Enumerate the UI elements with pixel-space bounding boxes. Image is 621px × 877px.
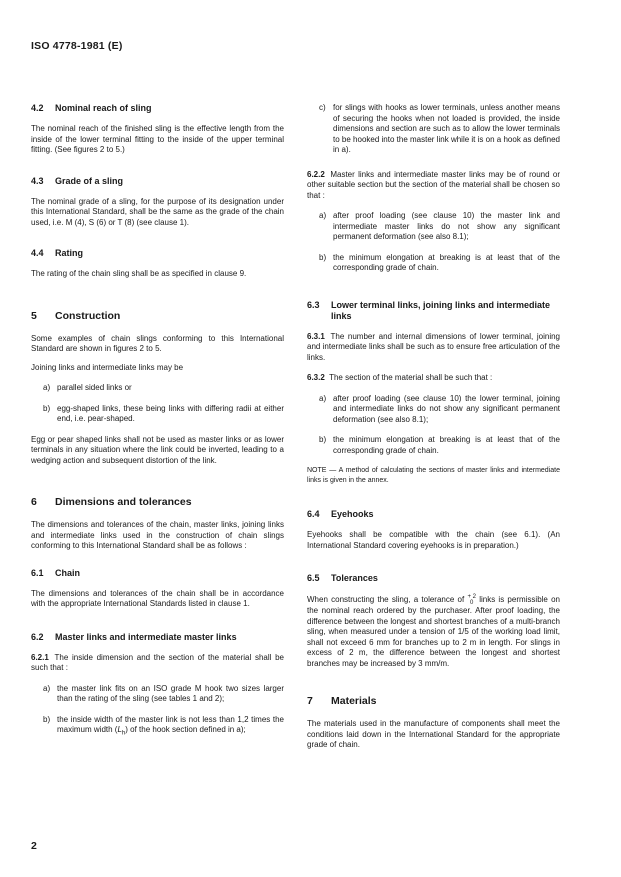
- heading-6: 6 Dimensions and tolerances: [31, 496, 192, 508]
- para-6-5: When constructing the sling, a tolerance of + 2 0 links is permissible on the nominal reach ordered by the purchaser. After proof loading, the difference between the longest and shortest branches of a multi-branch sling, when measured under a tension of 1/5 of the working load limit, shall not exceed 6 mm for branches up to 2 m in length. For slings in excess of 2 m, the difference between the longest and shortest branches may be increased by 3 mm/m.: [307, 594, 561, 668]
- heading-6-1: 6.1 Chain: [31, 567, 81, 578]
- list-item-6-2-1-c: c) for slings with hooks as lower terminals, unless another means of securing the hooks when not loaded is provided, the inside dimensions and section are such as to allow the lower terminals to be hooked into the master link while it is on a hook as defined in a).: [319, 103, 560, 154]
- heading-5: 5 Construction: [31, 309, 121, 322]
- list-item-6-2-2-b: b) the minimum elongation at breaking is at least that of the corresponding grade of chain.: [319, 252, 560, 272]
- tolerance-fraction: + 2 0: [467, 594, 476, 606]
- para-6-2-2: 6.2.2 Master links and intermediate master links may be of round or other suitable section but the section of the material shall be chosen so that :: [307, 169, 560, 200]
- para-7: The materials used in the manufacture of components shall meet the conditions laid down in the International Standard for the appropriate grade of chain.: [307, 719, 560, 749]
- heading-6-3: 6.3 Lower terminal links, joining links and intermediate links: [307, 299, 551, 321]
- heading-4-2: 4.2 Nominal reach of sling: [31, 103, 152, 113]
- list-item-6-2-1-b: b) the inside width of the master link is not less than 1,2 times the maximum width $(L_h)$ of the hook section defined in a);: [43, 714, 284, 737]
- heading-6-2: 6.2 Master links and intermediate master links: [31, 631, 237, 642]
- para-6-1: The dimensions and tolerances of the chain shall be in accordance with the appropriate International Standards listed in clause 1.: [31, 588, 284, 608]
- list-item-6-3-2-a: a) after proof loading (see clause 10) the lower terminal, joining and intermediate links do not show any significant permanent deformation (see also 8.1);: [319, 393, 560, 424]
- right-column: [307, 103, 560, 751]
- page-number: 2: [31, 840, 37, 852]
- heading-7: 7 Materials: [307, 695, 377, 707]
- para-4-4: The rating of the chain sling shall be as specified in clause 9.: [31, 269, 247, 278]
- list-item-6-2-2-a: a) after proof loading (see clause 10) the master link and intermediate master links do not show any significant permanent deformation (see also 8.1);: [319, 211, 560, 241]
- heading-6-4: 6.4 Eyehooks: [307, 509, 374, 519]
- para-5-1: Some examples of chain slings conforming to this International Standard are shown in figures 2 to 5.: [31, 333, 284, 353]
- left-column: [31, 103, 284, 739]
- para-4-2: The nominal reach of the finished sling is the effective length from the inside of the lower terminal fitting to the inside of the upper terminal fitting. (See figures 2 to 5.): [31, 124, 284, 154]
- list-item-6-3-2-b: b) the minimum elongation at breaking is at least that of the corresponding grade of chain.: [319, 435, 560, 455]
- para-6-3-2: 6.3.2 The section of the material shall be such that :: [307, 373, 493, 382]
- para-6-4: Eyehooks shall be compatible with the chain (see 6.1). (An International Standard covering eyehooks is in preparation.): [307, 530, 560, 550]
- list-item-5-a: a) parallel sided links or: [43, 383, 132, 392]
- para-5-2: Joining links and intermediate links may be: [31, 362, 184, 372]
- heading-6-5: 6.5 Tolerances: [307, 573, 378, 583]
- note-6-3: NOTE — A method of calculating the sections of master links and intermediate links is given in the annex.: [307, 467, 560, 484]
- para-6-2-1: 6.2.1 The inside dimension and the section of the material shall be such that :: [31, 652, 284, 672]
- para-6: The dimensions and tolerances of the chain, master links, joining links and intermediate links used in the construction of chain slings conforming to this International Standard shall be as follows :: [31, 520, 284, 550]
- para-4-3: The nominal grade of a sling, for the purpose of its designation under this International Standard, shall be the same as the grade of the chain used, i.e. M (4), S (6) or T (8) (see clause 1).: [31, 196, 284, 227]
- heading-4-4: 4.4 Rating: [31, 248, 83, 258]
- list-item-5-b: b) egg-shaped links, these being links with differing radii at either end, i.e. pear-shaped.: [43, 403, 284, 423]
- heading-4-3: 4.3 Grade of a sling: [31, 175, 124, 186]
- para-6-3-1: 6.3.1 The number and internal dimensions of lower terminal, joining and intermediate links shall be such as to ensure free articulation of the links.: [307, 331, 561, 362]
- para-5-3: Egg or pear shaped links shall not be used as master links or as lower terminals in any situation where the link could be inverted, leading to a wedging action and subsequent distortion of the link.: [31, 434, 284, 465]
- list-item-6-2-1-a: a) the master link fits on an ISO grade M hook two sizes larger than the rating of the sling (see tables 1 and 2);: [43, 683, 284, 703]
- document-header: ISO 4778-1981 (E): [31, 40, 123, 52]
